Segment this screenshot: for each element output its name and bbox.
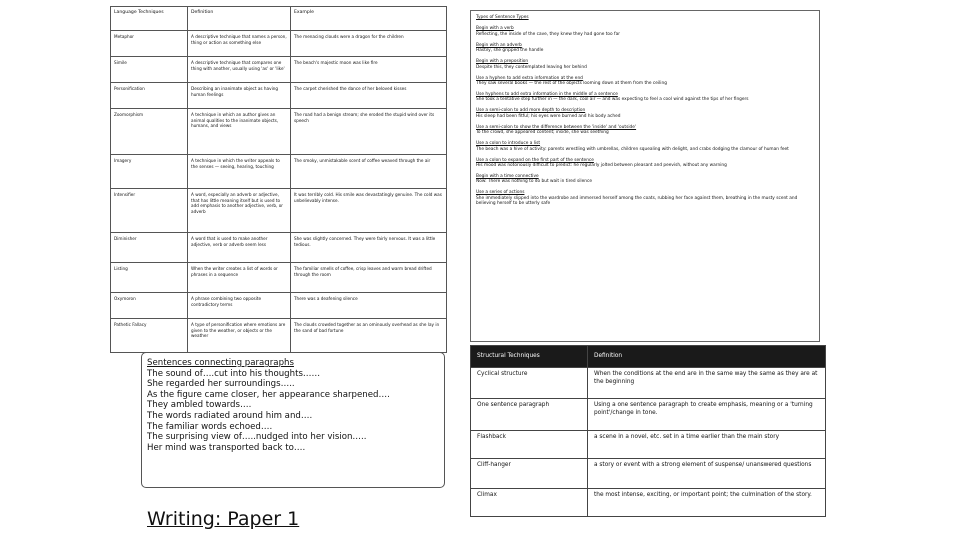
- sentences-connecting-title: Sentences connecting paragraphs: [147, 358, 294, 368]
- definition-cell: A word that is used to make another adjective, verb or adverb seem less: [188, 233, 291, 263]
- table-header-row: [111, 7, 447, 31]
- sentence-type-item: [476, 43, 814, 54]
- sentence-type-example: Now: There was nothing to do but wait in tired silence: [476, 179, 592, 185]
- technique-name-cell: Diminisher: [111, 233, 188, 263]
- definition-cell: the most intense, exciting, or important point; the culmination of the story.: [588, 489, 826, 517]
- sentence-type-heading: Begin with a time connective: [476, 174, 539, 180]
- table-row: [471, 459, 826, 489]
- table-row: [111, 109, 447, 155]
- header-cell: Example: [291, 7, 447, 31]
- sentence-types-title: Types of Sentence Types: [476, 15, 529, 20]
- example-cell: It was terribly cold. His smile was devastatingly genuine. The cold was unbelievably intense.: [291, 189, 447, 233]
- header-cell: Definition: [188, 7, 291, 31]
- definition-cell: A phrase combining two opposite contradictory terms: [188, 293, 291, 319]
- table-row: [471, 489, 826, 517]
- technique-name-cell: Listing: [111, 263, 188, 293]
- sentence-type-example: His mood was notoriously difficult to predict: he regularly jolted between pleasant and peevish, without any warning: [476, 163, 727, 169]
- table-row: [471, 368, 826, 399]
- table-row: [111, 263, 447, 293]
- sentence-type-item: [476, 174, 814, 185]
- table-row: [111, 293, 447, 319]
- sentence-type-example: The beach was a hive of activity: parents wrestling with umbrellas, children squealing with delight, and crabs dodging the clamour of human feet: [476, 146, 789, 152]
- technique-name-cell: Cyclical structure: [471, 368, 588, 399]
- technique-name-cell: Personification: [111, 83, 188, 109]
- technique-name-cell: Simile: [111, 57, 188, 83]
- table-row: [471, 431, 826, 459]
- sentence-type-example: His sleep had been fitful; his eyes were burned and his body ached: [476, 113, 621, 119]
- definition-cell: A technique in which the writer appeals to the senses — seeing, hearing, touching: [188, 155, 291, 189]
- sentence-type-item: [476, 125, 814, 136]
- definition-cell: A descriptive technique that compares one thing with another, usually using 'as' or 'like': [188, 57, 291, 83]
- structural-techniques-table: [470, 345, 826, 517]
- technique-name-cell: Flashback: [471, 431, 588, 459]
- sentence-type-example: To the crowd, she appeared content; inside, she was seething: [476, 130, 609, 136]
- definition-cell: A descriptive technique that names a person, thing or action as something else: [188, 31, 291, 57]
- sentence-type-item: [476, 59, 814, 70]
- connecting-sentence: They ambled towards….: [147, 400, 252, 411]
- sentences-connecting-box: [141, 352, 445, 488]
- technique-name-cell: Metaphor: [111, 31, 188, 57]
- technique-name-cell: Pathetic Fallacy: [111, 319, 188, 353]
- connecting-sentence: She regarded her surroundings…..: [147, 379, 295, 390]
- sentence-type-item: [476, 26, 814, 37]
- example-cell: The smoky, unmistakable scent of coffee weaved through the air: [291, 155, 447, 189]
- sentence-type-example: Hastily, she gripped the handle: [476, 48, 544, 54]
- sentence-type-heading: Use hyphens to add extra information in the middle of a sentence: [476, 92, 618, 98]
- definition-cell: a story or event with a strong element of suspense/ unanswered questions: [588, 459, 826, 489]
- example-cell: There was a deafening silence: [291, 293, 447, 319]
- connecting-sentence: Her mind was transported back to….: [147, 442, 306, 453]
- definition-cell: A technique in which an author gives an animal qualities to the inanimate objects, humans, and views: [188, 109, 291, 155]
- connecting-sentence: The surprising view of…..nudged into her vision…..: [147, 432, 367, 443]
- table-row: [111, 233, 447, 263]
- sentence-type-item: [476, 141, 814, 152]
- sentences-connecting-list: [147, 369, 439, 454]
- sentence-type-heading: Use a semi-colon to add more depth to description: [476, 108, 586, 114]
- table-row: [111, 57, 447, 83]
- sentence-type-item: [476, 108, 814, 119]
- sentence-type-item: [476, 190, 814, 206]
- example-cell: The menacing clouds were a dragon for the children: [291, 31, 447, 57]
- table-row: [111, 319, 447, 353]
- sentence-type-item: [476, 92, 814, 103]
- technique-name-cell: Oxymoron: [111, 293, 188, 319]
- technique-name-cell: Climax: [471, 489, 588, 517]
- technique-name-cell: Cliff-hanger: [471, 459, 588, 489]
- sentence-type-heading: Use a colon to expand on the first part of the sentence: [476, 157, 594, 163]
- connecting-sentence: The sound of….cut into his thoughts……: [147, 368, 321, 379]
- sentence-types-list: [476, 26, 814, 206]
- table-row: [111, 31, 447, 57]
- sentence-types-box: [470, 10, 820, 342]
- table-row: [111, 155, 447, 189]
- technique-name-cell: Imagery: [111, 155, 188, 189]
- technique-name-cell: One sentence paragraph: [471, 399, 588, 431]
- definition-cell: A type of personification where emotions are given to the weather, or objects or the weather: [188, 319, 291, 353]
- sentence-type-heading: Use a series of actions: [476, 190, 525, 196]
- sentence-type-heading: Begin with a verb: [476, 26, 514, 32]
- example-cell: The carpet cherished the dance of her beloved kisses: [291, 83, 447, 109]
- definition-cell: A word, especially an adverb or adjective, that has little meaning itself but is used to add emphasis to another adjective, verb, or adverb: [188, 189, 291, 233]
- language-techniques-table: [110, 6, 447, 353]
- sentence-type-example: Reflecting, the inside of the cave, they knew they had gone too far: [476, 31, 620, 37]
- table-row: [111, 189, 447, 233]
- header-cell: Definition: [588, 346, 826, 368]
- sentence-type-example: Despite this, they contemplated leaving her behind: [476, 64, 587, 70]
- page-title: Writing: Paper 1: [147, 508, 300, 530]
- table-row: [471, 399, 826, 431]
- example-cell: The beach's majestic moon was like fire: [291, 57, 447, 83]
- table-row: [111, 83, 447, 109]
- sentence-type-heading: Use a colon to introduce a list: [476, 141, 541, 147]
- sentence-type-heading: Begin with an adverb: [476, 42, 522, 48]
- table-header-row: [471, 346, 826, 368]
- example-cell: The clouds crowded together as an ominously overhead as she lay in the sand of bad fortune: [291, 319, 447, 353]
- example-cell: The familiar smells of coffee, crisp leaves and warm bread drifted through the room: [291, 263, 447, 293]
- example-cell: The road had a benign stream; she eroded the stupid wind over its speech: [291, 109, 447, 155]
- sentence-type-heading: Use a hyphen to add extra information at the end: [476, 75, 583, 81]
- sentence-type-item: [476, 76, 814, 87]
- definition-cell: Describing an inanimate object as having human feelings: [188, 83, 291, 109]
- sentence-type-item: [476, 158, 814, 169]
- definition-cell: When the conditions at the end are in the same way the same as they are at the beginning: [588, 368, 826, 399]
- sentence-type-example: She took a tentative step further in — the dark, cool air — and was expecting to feel a cool wind against the tips of her fingers: [476, 97, 749, 103]
- technique-name-cell: Zoomorphism: [111, 109, 188, 155]
- sentence-type-heading: Begin with a preposition: [476, 59, 529, 65]
- example-cell: She was slightly concerned. They were fairly nervous. It was a little tedious.: [291, 233, 447, 263]
- definition-cell: a scene in a novel, etc. set in a time earlier than the main story: [588, 431, 826, 459]
- sentence-type-example: They saw several books — the rest of the objects looming down at them from the ceiling: [476, 81, 667, 87]
- header-cell: Language Techniques: [111, 7, 188, 31]
- header-cell: Structural Techniques: [471, 346, 588, 368]
- definition-cell: When the writer creates a list of words or phrases in a sequence: [188, 263, 291, 293]
- technique-name-cell: Intensifier: [111, 189, 188, 233]
- definition-cell: Using a one sentence paragraph to create emphasis, meaning or a 'turning point'/change in tone.: [588, 399, 826, 431]
- connecting-sentence: As the figure came closer, her appearance sharpened….: [147, 389, 390, 400]
- connecting-sentence: The familiar words echoed….: [147, 421, 273, 432]
- sentence-type-example: She immediately slipped into the wardrobe and immersed herself among the coats, rubbing her face against them, breathing in the musty scent and believing herself to be utterly safe: [476, 195, 798, 207]
- connecting-sentence: The words radiated around him and….: [147, 410, 313, 421]
- sentence-type-heading: Use a semi-colon to show the difference between the 'inside' and 'outside': [476, 124, 637, 130]
